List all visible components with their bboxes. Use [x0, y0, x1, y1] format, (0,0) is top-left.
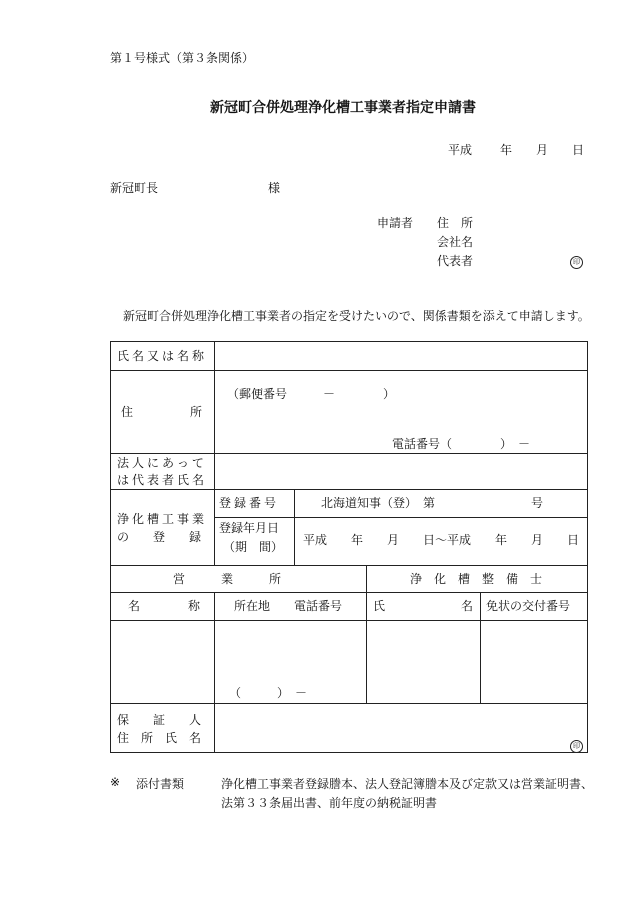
- guarantor-label-2: 住 所 氏 名: [117, 731, 202, 745]
- postal-code-field: （郵便番号 － ）: [227, 387, 396, 401]
- statement: 新冠町合併処理浄化槽工事業者の指定を受けたいので、関係書類を添えて申請します。: [123, 309, 590, 323]
- page-title: 新冠町合併処理浄化槽工事業者指定申請書: [210, 100, 476, 116]
- col-person-1: 氏: [373, 599, 386, 613]
- address-label-2: 所: [190, 405, 203, 419]
- registration-date-label-1: 登録年月日: [219, 521, 280, 535]
- date-era: 平成: [448, 143, 473, 157]
- form-number: 第１号様式（第３条関係）: [110, 51, 255, 65]
- addressee-name: 新冠町長: [110, 181, 159, 195]
- date-month: 月: [536, 143, 549, 157]
- col-license-number: 免状の交付番号: [486, 599, 571, 613]
- registration-label-2: の 登 録: [117, 530, 202, 544]
- representative-label-2: は代表者氏名: [117, 473, 208, 487]
- attachments-label: 添付書類: [136, 777, 185, 791]
- applicant-company-label: 会社名: [437, 235, 474, 249]
- col-name-2: 称: [188, 599, 201, 613]
- address-label-1: 住: [121, 405, 134, 419]
- attachments-line-2: 法第３３条届出書、前年度の納税証明書: [221, 796, 438, 810]
- guarantor-seal-icon: 印: [570, 737, 583, 753]
- office-phone-field: （ ） －: [229, 686, 308, 700]
- guarantor-label-1: 保 証 人: [117, 713, 202, 727]
- registration-number-label: 登録番号: [219, 496, 280, 510]
- attachments-line-1: 浄化槽工事業者登録謄本、法人登記簿謄本及び定款又は営業証明書、: [221, 777, 594, 791]
- applicant-seal-icon: 印: [570, 253, 583, 269]
- office-header: 営 業 所: [173, 572, 282, 586]
- application-table: [110, 341, 588, 753]
- registration-date-label-2: （期 間）: [223, 540, 284, 554]
- applicant-address-label: 住 所: [437, 216, 474, 230]
- col-person-2: 名: [461, 599, 474, 613]
- date-day: 日: [572, 143, 585, 157]
- registration-date-value: 平成 年 月 日～平成 年 月 日: [303, 533, 580, 547]
- representative-label-1: 法人にあって: [117, 456, 207, 470]
- engineer-header: 浄 化 槽 整 備 士: [410, 572, 543, 586]
- applicant-representative-label: 代表者: [437, 254, 474, 268]
- note-mark: ※: [110, 775, 121, 789]
- name-label: 氏名又は名称: [117, 349, 208, 363]
- date-year: 年: [500, 143, 513, 157]
- phone-field: 電話番号（ ） －: [392, 437, 531, 451]
- addressee-honorific: 様: [268, 181, 281, 195]
- col-location-phone: 所在地 電話番号: [234, 599, 343, 613]
- applicant-label: 申請者: [377, 216, 414, 230]
- registration-number-value: 北海道知事（登） 第 号: [321, 496, 544, 510]
- registration-label-1: 浄化槽工事業: [117, 512, 208, 526]
- col-name-1: 名: [128, 599, 141, 613]
